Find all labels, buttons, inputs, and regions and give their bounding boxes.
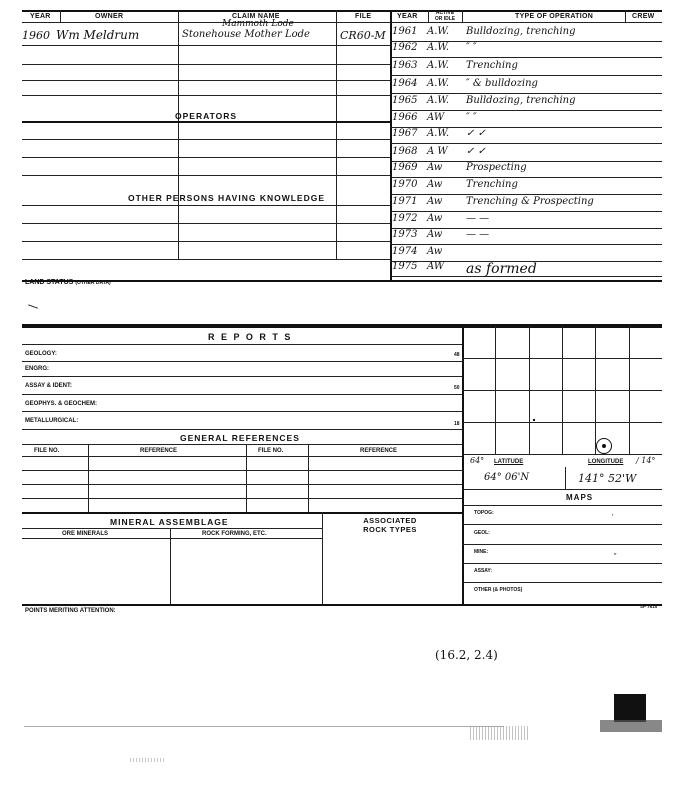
operators-rule bbox=[22, 121, 390, 123]
type-of-operation-header: TYPE OF OPERATION bbox=[515, 13, 594, 20]
row-rule bbox=[22, 241, 390, 242]
claim-name-header: CLAIM NAME bbox=[232, 13, 280, 20]
maps-rule bbox=[462, 544, 662, 545]
activity-rule bbox=[390, 57, 662, 58]
scan-noise bbox=[470, 726, 530, 740]
year-header: YEAR bbox=[30, 13, 51, 20]
activity-operation: Trenching & Prospecting bbox=[466, 196, 594, 207]
ore-minerals-label: ORE MINERALS bbox=[62, 531, 109, 537]
activity-year: 1971 bbox=[392, 196, 418, 207]
activity-year: 1962 bbox=[392, 42, 418, 53]
activity-operation: ✓ ✓ bbox=[466, 146, 486, 157]
topog-label: TOPOG: bbox=[474, 510, 494, 516]
map-tick: ″ bbox=[614, 553, 617, 560]
hdr-divider bbox=[462, 10, 463, 22]
activity-rule bbox=[390, 93, 662, 94]
land-status-label bbox=[25, 279, 111, 286]
activity-rule bbox=[390, 143, 662, 144]
mineral-assoc-divider bbox=[322, 512, 323, 604]
mineral-rule bbox=[22, 538, 322, 539]
activity-rule bbox=[390, 211, 662, 212]
grid-dot bbox=[533, 419, 535, 421]
longitude-label: LONGITUDE bbox=[588, 459, 624, 465]
claim-location-dot bbox=[602, 444, 606, 448]
row-rule bbox=[22, 80, 390, 81]
latitude-label: LATITUDE bbox=[494, 459, 524, 465]
year2-header: YEAR bbox=[397, 13, 418, 20]
reports-rule bbox=[22, 376, 462, 377]
map-grid-line bbox=[462, 358, 662, 359]
claim-name-line2: Stonehouse Mother Lode bbox=[182, 29, 310, 40]
metallurgical-label: METALLURGICAL: bbox=[25, 418, 79, 424]
row-rule bbox=[22, 95, 390, 96]
operators-label: OPERATORS bbox=[175, 111, 238, 121]
associated-line2: ROCK TYPES bbox=[363, 525, 417, 534]
gen-ref-col bbox=[88, 444, 89, 512]
activity-operation: Bulldozing, trenching bbox=[466, 26, 576, 37]
file-no-label: FILE NO. bbox=[34, 448, 60, 454]
activity-year: 1973 bbox=[392, 229, 418, 240]
activity-year: 1972 bbox=[392, 213, 418, 224]
activity-rule bbox=[390, 110, 662, 111]
longitude-suffix: / 14° bbox=[636, 456, 656, 465]
claim-name-line1: Mammoth Lode bbox=[222, 19, 294, 29]
row-rule bbox=[22, 45, 390, 46]
maps-rule bbox=[462, 524, 662, 525]
maps-rule bbox=[462, 582, 662, 583]
row-rule bbox=[22, 223, 390, 224]
owner-name: Wm Meldrum bbox=[56, 28, 140, 42]
reference2-label: REFERENCE bbox=[360, 448, 398, 454]
activity-status: A.W. bbox=[427, 26, 450, 37]
num-18: 18 bbox=[454, 421, 460, 427]
maps-rule bbox=[462, 563, 662, 564]
reference-label: REFERENCE bbox=[140, 448, 178, 454]
map-grid-line bbox=[462, 454, 662, 455]
activity-year: 1968 bbox=[392, 146, 418, 157]
file-number: CR60-M bbox=[340, 29, 386, 42]
hdr-divider bbox=[625, 10, 626, 22]
mine-label: MINE: bbox=[474, 549, 489, 555]
activity-operation: ″ ″ bbox=[466, 112, 477, 123]
activity-year: 1963 bbox=[392, 60, 418, 71]
active-header-line2: OR IDLE bbox=[434, 16, 456, 22]
activity-rule bbox=[390, 75, 662, 76]
reports-rule bbox=[22, 411, 462, 412]
activity-year: 1965 bbox=[392, 95, 418, 106]
land-status-title: LAND STATUS bbox=[25, 279, 74, 286]
owner-header: OWNER bbox=[95, 13, 124, 20]
header-rule bbox=[22, 22, 662, 23]
scan-noise bbox=[130, 758, 166, 762]
land-status-sub: (OTHER DATA) bbox=[75, 280, 111, 286]
row-rule bbox=[22, 259, 390, 260]
reports-rule bbox=[22, 361, 462, 362]
activity-year: 1975 bbox=[392, 261, 418, 272]
activity-operation: — — bbox=[466, 229, 490, 240]
mineral-rule bbox=[22, 528, 322, 529]
assay-ident-label: ASSAY & IDENT: bbox=[25, 383, 73, 389]
geophys-label: GEOPHYS. & GEOCHEM: bbox=[25, 401, 98, 407]
file-header: FILE bbox=[355, 13, 372, 20]
gen-ref-col bbox=[246, 444, 247, 512]
activity-status: Aw bbox=[427, 246, 443, 257]
top-rule bbox=[22, 10, 662, 12]
bottom-form-rule bbox=[22, 604, 662, 606]
reports-rule bbox=[22, 429, 462, 430]
mineral-assemblage-label: MINERAL ASSEMBLAGE bbox=[110, 517, 229, 527]
geology-label: GEOLOGY: bbox=[25, 351, 57, 357]
activity-operation: — — bbox=[466, 213, 490, 224]
activity-status: Aw bbox=[427, 229, 443, 240]
longitude-value: 141° 52'W bbox=[578, 472, 637, 485]
reports-map-divider bbox=[462, 326, 464, 606]
activity-status: A W bbox=[427, 146, 448, 157]
activity-operation: ″ & bulldozing bbox=[466, 78, 538, 89]
reports-top-rule bbox=[22, 324, 662, 328]
activity-year: 1966 bbox=[392, 112, 418, 123]
map-grid-line bbox=[462, 422, 662, 423]
geol-label: GEOL: bbox=[474, 530, 490, 536]
maps-rule bbox=[462, 489, 662, 490]
scan-artifact bbox=[614, 694, 646, 722]
hdr-divider bbox=[428, 10, 429, 22]
activity-year: 1964 bbox=[392, 78, 418, 89]
crew-header: CREW bbox=[632, 13, 655, 20]
activity-rule bbox=[390, 177, 662, 178]
activity-status: AW bbox=[427, 112, 445, 123]
activity-rule bbox=[390, 276, 662, 277]
general-references-label: GENERAL REFERENCES bbox=[180, 433, 300, 443]
reports-label: R E P O R T S bbox=[208, 332, 293, 342]
map-grid-line bbox=[462, 390, 662, 391]
activity-status: Aw bbox=[427, 162, 443, 173]
activity-year: 1961 bbox=[392, 26, 418, 37]
latitude-value: 64° 06'N bbox=[484, 472, 530, 483]
activity-status: A.W. bbox=[427, 95, 450, 106]
activity-status: A.W. bbox=[427, 60, 450, 71]
active-header-line1: ACTIVE bbox=[435, 10, 455, 16]
latitude-prefix: 64° bbox=[470, 456, 485, 465]
associated-rock-types bbox=[340, 516, 440, 534]
row-rule bbox=[22, 139, 390, 140]
num-48: 48 bbox=[454, 352, 460, 358]
activity-year: 1974 bbox=[392, 246, 418, 257]
scan-streak bbox=[24, 726, 504, 727]
activity-operation: Trenching bbox=[466, 60, 518, 71]
activity-status: A.W. bbox=[427, 78, 450, 89]
activity-operation: ✓ ✓ bbox=[466, 128, 486, 139]
owner-year: 1960 bbox=[22, 29, 50, 42]
activity-operation: Bulldozing, trenching bbox=[466, 95, 576, 106]
activity-status: Aw bbox=[427, 196, 443, 207]
row-rule bbox=[22, 205, 390, 206]
rock-forming-label: ROCK FORMING, ETC. bbox=[202, 531, 267, 537]
activity-operation: as formed bbox=[466, 261, 537, 277]
engrg-label: ENGRG: bbox=[25, 366, 49, 372]
activity-rule bbox=[390, 194, 662, 195]
activity-operation: Prospecting bbox=[466, 162, 527, 173]
grid-reference-note: (16.2, 2.4) bbox=[435, 648, 498, 662]
row-rule bbox=[22, 157, 390, 158]
reports-rule bbox=[22, 344, 462, 345]
maps-rule bbox=[462, 505, 662, 506]
stray-mark bbox=[28, 304, 38, 308]
reports-rule bbox=[22, 394, 462, 395]
activity-rule bbox=[390, 244, 662, 245]
latlong-divider bbox=[565, 467, 566, 489]
activity-operation: ″ ″ bbox=[466, 42, 477, 53]
hdr-divider bbox=[60, 10, 61, 22]
assay-map-label: ASSAY: bbox=[474, 568, 493, 574]
activity-status: Aw bbox=[427, 179, 443, 190]
associated-line1: ASSOCIATED bbox=[363, 516, 417, 525]
mineral-top-rule bbox=[22, 512, 462, 514]
file-no2-label: FILE NO. bbox=[258, 448, 284, 454]
land-status-rule bbox=[22, 280, 662, 282]
row-rule bbox=[22, 175, 390, 176]
mineral-col bbox=[170, 528, 171, 604]
activity-status: AW bbox=[427, 261, 445, 272]
activity-operation: Trenching bbox=[466, 179, 518, 190]
scan-artifact bbox=[600, 720, 662, 732]
form-number: SP 7615 bbox=[640, 604, 658, 609]
num-50: 50 bbox=[454, 385, 460, 391]
active-header bbox=[428, 10, 462, 22]
activity-status: A.W. bbox=[427, 42, 450, 53]
other-photos-label: OTHER (& PHOTOS) bbox=[474, 587, 523, 593]
points-meriting-label: POINTS MERITING ATTENTION: bbox=[25, 608, 116, 614]
maps-label: MAPS bbox=[566, 493, 594, 502]
activity-year: 1969 bbox=[392, 162, 418, 173]
row-rule bbox=[22, 64, 390, 65]
activity-year: 1970 bbox=[392, 179, 418, 190]
map-tick: ′ bbox=[612, 514, 614, 521]
activity-status: Aw bbox=[427, 213, 443, 224]
gen-ref-col bbox=[308, 444, 309, 512]
activity-status: A.W. bbox=[427, 128, 450, 139]
other-persons-label: OTHER PERSONS HAVING KNOWLEDGE bbox=[128, 193, 326, 203]
activity-year: 1967 bbox=[392, 128, 418, 139]
